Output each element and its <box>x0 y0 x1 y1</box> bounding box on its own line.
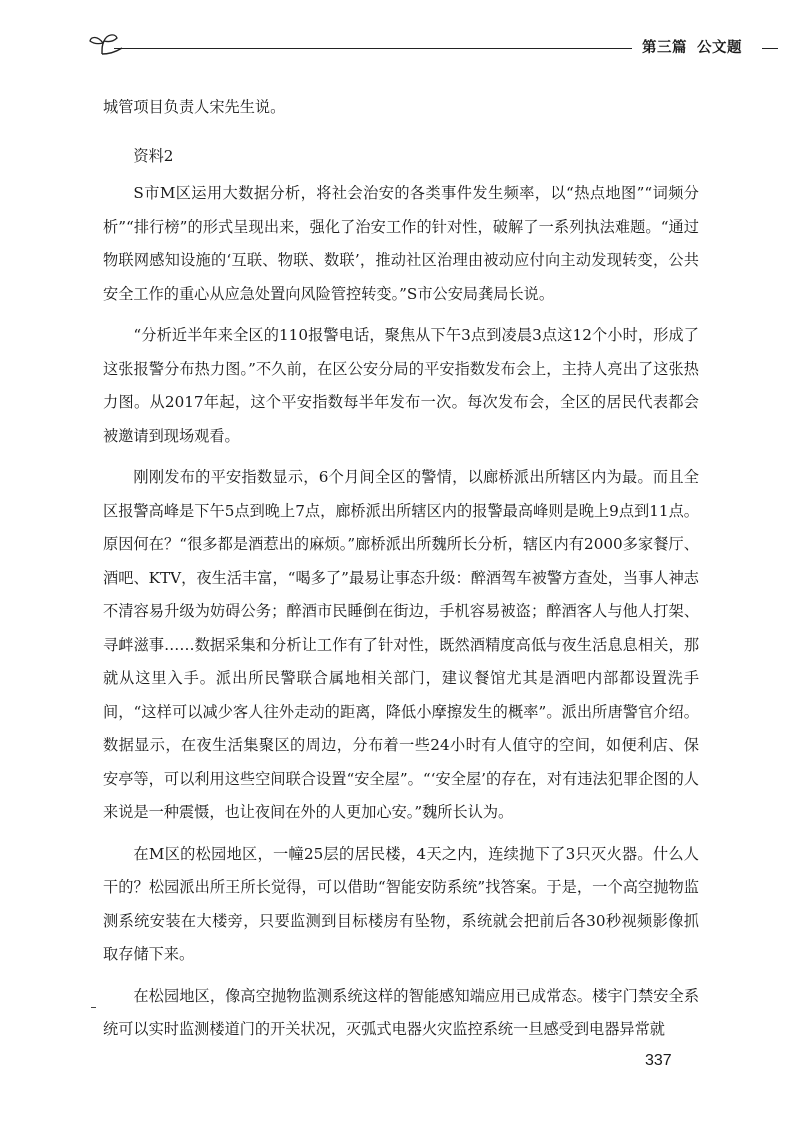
margin-mark <box>91 1007 96 1008</box>
page-header <box>88 28 778 68</box>
running-head <box>632 37 762 59</box>
section-title: 公文题 <box>697 40 742 56</box>
continuation-line: 城管项目负责人宋先生说。 <box>103 98 286 116</box>
page-number: 337 <box>645 1052 672 1069</box>
paragraph-1: S市M区运用大数据分析，将社会治安的各类事件发生频率，以“热点地图”“词频分析”“排行榜”的形式呈现出来，强化了治安工作的针对性，破解了一系列执法难题。“通过物联网感知设施的‘互联、物联、数联’，推动社区治理由被动应付向主动发现转变，公共安全工作的重心从应急处置向风险管控转变。”S市公安局龚局长说。 <box>103 184 699 303</box>
material-label: 资料2 <box>133 146 174 165</box>
sprout-icon <box>88 32 122 56</box>
paragraph-3: 刚刚发布的平安指数显示，6个月间全区的警情，以廊桥派出所辖区内为最。而且全区报警高峰是下午5点到晚上7点，廊桥派出所辖区内的报警最高峰则是晚上9点到11点。原因何在？“很多都是酒惹出的麻烦。”廊桥派出所魏所长分析，辖区内有2000多家餐厅、酒吧、KTV，夜生活丰富，“喝多了”最易让事态升级：醉酒驾车被警方查处，当事人神志不清容易升级为妨碍公务；醉酒市民睡倒在街边，手机容易被盗；醉酒客人与他人打架、寻衅滋事……数据采集和分析让工作有了针对性，既然酒精度高低与夜生活息息相关，那就从这里入手。派出所民警联合属地相关部门，建议餐馆尤其是酒吧内部都设置洗手间，“这样可以减少客人往外走动的距离，降低小摩擦发生的概率”。派出所唐警官介绍。数据显示，在夜生活集聚区的周边，分布着一些24小时有人值守的空间，如便利店、保安亭等，可以利用这些空间联合设置“安全屋”。“‘安全屋’的存在，对有违法犯罪企图的人来说是一种震慑，也让夜间在外的人更加心安。”魏所长认为。 <box>103 468 699 821</box>
body-text <box>103 91 699 1047</box>
section-label: 第三篇 <box>642 40 687 56</box>
paragraph-2: “分析近半年来全区的110报警电话，聚焦从下午3点到凌晨3点这12个小时，形成了这张报警分布热力图。”不久前，在区公安分局的平安指数发布会上，主持人亮出了这张热力图。从2017年起，这个平安指数每半年发布一次。每次发布会，全区的居民代表都会被邀请到现场观看。 <box>103 326 699 445</box>
paragraph-5: 在松园地区，像高空抛物监测系统这样的智能感知端应用已成常态。楼宇门禁安全系统可以实时监测楼道门的开关状况，灭弧式电器火灾监控系统一旦感受到电器异常就 <box>103 986 699 1038</box>
paragraph-4: 在M区的松园地区，一幢25层的居民楼，4天之内，连续抛下了3只灭火器。什么人干的？松园派出所王所长觉得，可以借助“智能安防系统”找答案。于是，一个高空抛物监测系统安装在大楼旁，只要监测到目标楼房有坠物，系统就会把前后各30秒视频影像抓取存储下来。 <box>103 844 699 963</box>
header-rule <box>114 48 654 49</box>
